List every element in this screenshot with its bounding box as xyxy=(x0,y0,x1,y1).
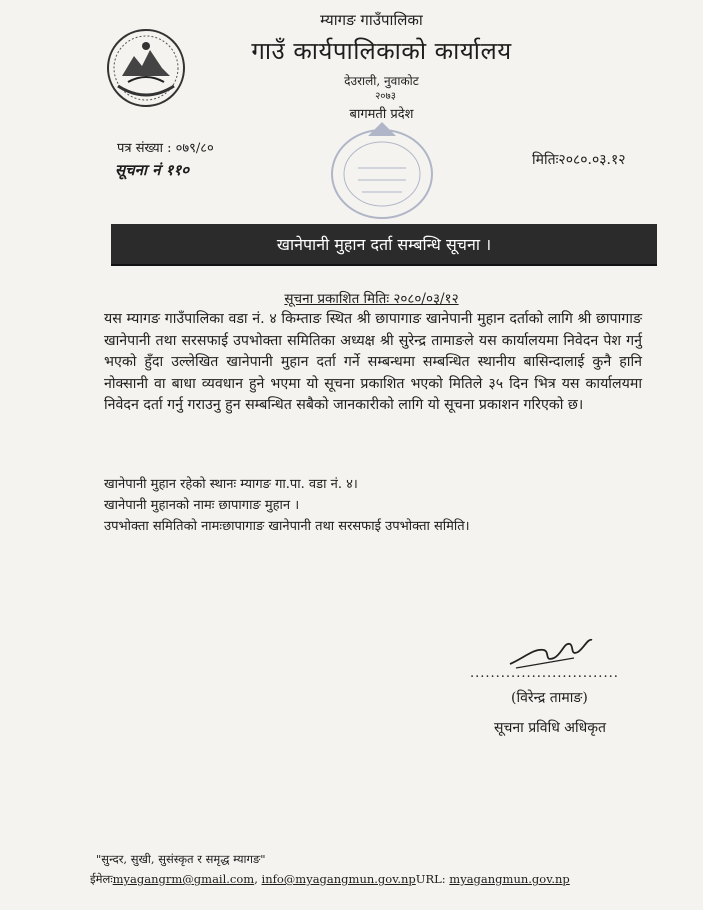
url-label: URL: xyxy=(415,872,450,886)
signer-title: सूचना प्रविधि अधिकृत xyxy=(494,720,606,736)
banner-title: खानेपानी मुहान दर्ता सम्बन्धि सूचना । xyxy=(276,235,492,254)
office-title: गाउँ कार्यपालिकाको कार्यालय xyxy=(251,37,512,65)
detail-location: खानेपानी मुहान रहेको स्थानः म्यागङ गा.पा. वडा नं. ४। xyxy=(104,477,358,492)
municipality-name: म्यागङ गाउँपालिका xyxy=(320,11,423,29)
website-link[interactable]: myagangmun.gov.np xyxy=(449,872,570,886)
office-address: देउराली, नुवाकोट xyxy=(344,74,419,88)
email-label: ईमेलः xyxy=(90,872,113,886)
footer-motto: "सुन्दर, सुखी, सुसंस्कृत र समृद्ध म्यागङ" xyxy=(96,852,266,866)
letter-date: मितिः२०८०.०३.१२ xyxy=(532,152,626,168)
notice-banner xyxy=(111,224,657,264)
established-year: २०७३ xyxy=(375,91,396,102)
email-link-primary[interactable]: myagangrm@gmail.com xyxy=(112,872,255,886)
province-name: बागमती प्रदेश xyxy=(349,107,414,122)
letter-number: पत्र संख्या : ०७९/८० xyxy=(117,141,214,156)
notice-number: सूचना नं ११० xyxy=(115,161,190,179)
signature-line: ............................. xyxy=(470,666,619,681)
email-link-info[interactable]: info@myagangmun.gov.np xyxy=(261,872,416,886)
email-separator: , xyxy=(254,872,262,886)
office-stamp-icon xyxy=(328,118,436,222)
detail-source-name: खानेपानी मुहानको नामः छापागाङ मुहान । xyxy=(104,498,300,513)
footer-contact xyxy=(90,872,570,887)
detail-committee: उपभोक्ता समितिको नामःछापागाङ खानेपानी तथा सरसफाई उपभोक्ता समिति। xyxy=(104,519,470,534)
publication-date: सूचना प्रकाशित मितिः २०८०/०३/१२ xyxy=(284,291,459,307)
notice-body: यस म्यागङ गाउँपालिका वडा नं. ४ किम्ताङ स्थित श्री छापागाङ खानेपानी मुहान दर्ताको लागि श्री छापागाङ खानेपानी तथा सरसफाई उपभोक्ता समितिका अध्यक्ष श्री सुरेन्द्र तामाङले यस कार्यालयमा निवेदन पेश गर्नु भएको हुँदा उल्लेखित खानेपानी मुहान दर्ता गर्ने सम्बन्धमा सम्बन्धित स्थानीय बासिन्दालाई कुनै हानि नोक्सानी वा बाधा व्यवधान हुने भएमा यो सूचना प्रकाशित भएको मितिले ३५ दिन भित्र यस कार्यालयमा निवेदन दर्ता गर्नु गराउनु हुन सम्बन्धित सबैको जानकारीको लागि यो सूचना प्रकाशन गरिएको छ। xyxy=(104,311,642,413)
signer-name: (विरेन्द्र तामाङ) xyxy=(511,690,588,706)
